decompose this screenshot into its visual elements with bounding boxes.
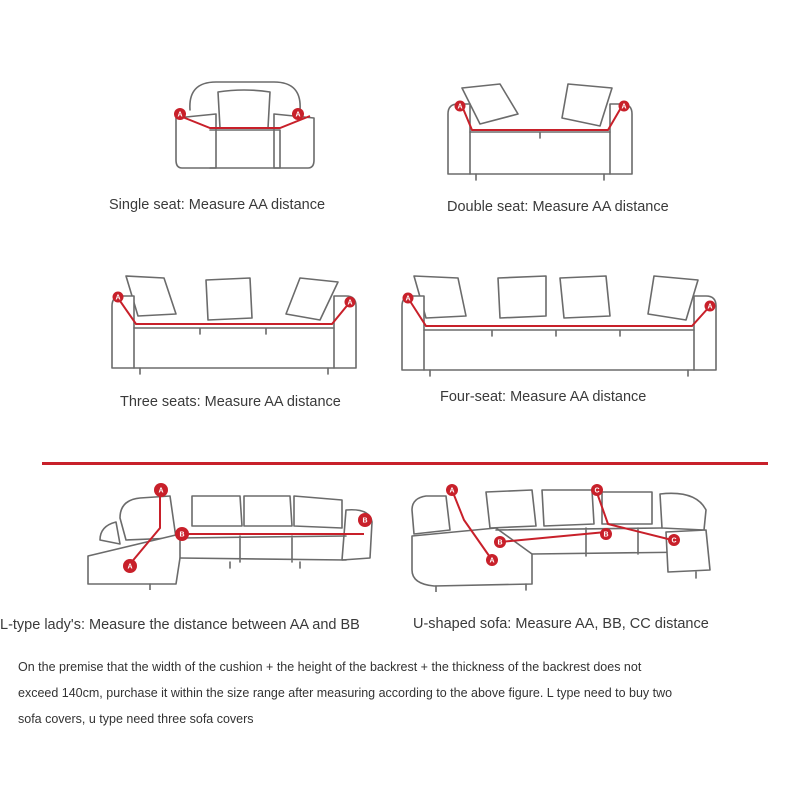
svg-text:A: A [405, 295, 411, 303]
svg-text:B: B [603, 531, 609, 539]
u-shaped-caption: U-shaped sofa: Measure AA, BB, CC distance [413, 616, 709, 632]
marker-a-icon [455, 101, 466, 112]
marker-c-icon [668, 534, 680, 546]
svg-text:A: A [489, 557, 495, 565]
svg-text:A: A [158, 487, 164, 495]
single-seat-diagram [160, 68, 330, 188]
single-seat-caption: Single seat: Measure AA distance [109, 197, 326, 213]
marker-a-icon [154, 483, 168, 497]
svg-text:B: B [179, 531, 185, 539]
measure-line-b [500, 531, 609, 542]
double-seat-diagram [440, 74, 640, 184]
marker-a-icon [486, 554, 498, 566]
marker-a-icon [403, 293, 414, 304]
svg-text:A: A [177, 111, 183, 119]
svg-text:C: C [594, 487, 600, 495]
marker-a-icon [345, 297, 356, 308]
four-seat-diagram [396, 266, 722, 378]
svg-text:A: A [707, 303, 713, 311]
section-divider [42, 462, 768, 465]
note-line: On the premise that the width of the cushion + the height of the backrest + the thickness of the backrest does not [18, 660, 642, 674]
marker-a-icon [292, 108, 304, 120]
marker-b-icon [600, 528, 612, 540]
svg-text:B: B [497, 539, 503, 547]
marker-b-icon [494, 536, 506, 548]
marker-a-icon [619, 101, 630, 112]
marker-a-icon [446, 484, 458, 496]
u-shaped-sofa-diagram [406, 480, 718, 592]
four-seat-caption: Four-seat: Measure AA distance [440, 389, 647, 405]
marker-c-icon [591, 484, 603, 496]
l-type-caption: L-type lady's: Measure the distance between AA and BB [0, 617, 360, 633]
marker-b-icon [175, 527, 189, 541]
l-type-sofa-diagram [80, 478, 380, 590]
note-line: sofa covers, u type need three sofa covers [18, 712, 254, 726]
svg-text:A: A [449, 487, 455, 495]
purchase-note [18, 654, 758, 732]
double-seat-caption: Double seat: Measure AA distance [447, 199, 669, 215]
svg-text:A: A [457, 103, 463, 111]
note-line: exceed 140cm, purchase it within the size range after measuring according to the above figure. L type need to buy two [18, 686, 673, 700]
marker-a-icon [174, 108, 186, 120]
three-seats-diagram [104, 268, 364, 376]
marker-a-icon [123, 559, 137, 573]
svg-text:A: A [347, 299, 353, 307]
svg-text:A: A [295, 111, 301, 119]
marker-a-icon [705, 301, 716, 312]
marker-a-icon [113, 292, 124, 303]
svg-text:C: C [671, 537, 677, 545]
three-seats-caption: Three seats: Measure AA distance [120, 394, 341, 410]
svg-text:B: B [362, 517, 368, 525]
svg-text:A: A [115, 294, 121, 302]
svg-text:A: A [127, 563, 133, 571]
svg-text:A: A [621, 103, 627, 111]
marker-b-icon [358, 513, 372, 527]
